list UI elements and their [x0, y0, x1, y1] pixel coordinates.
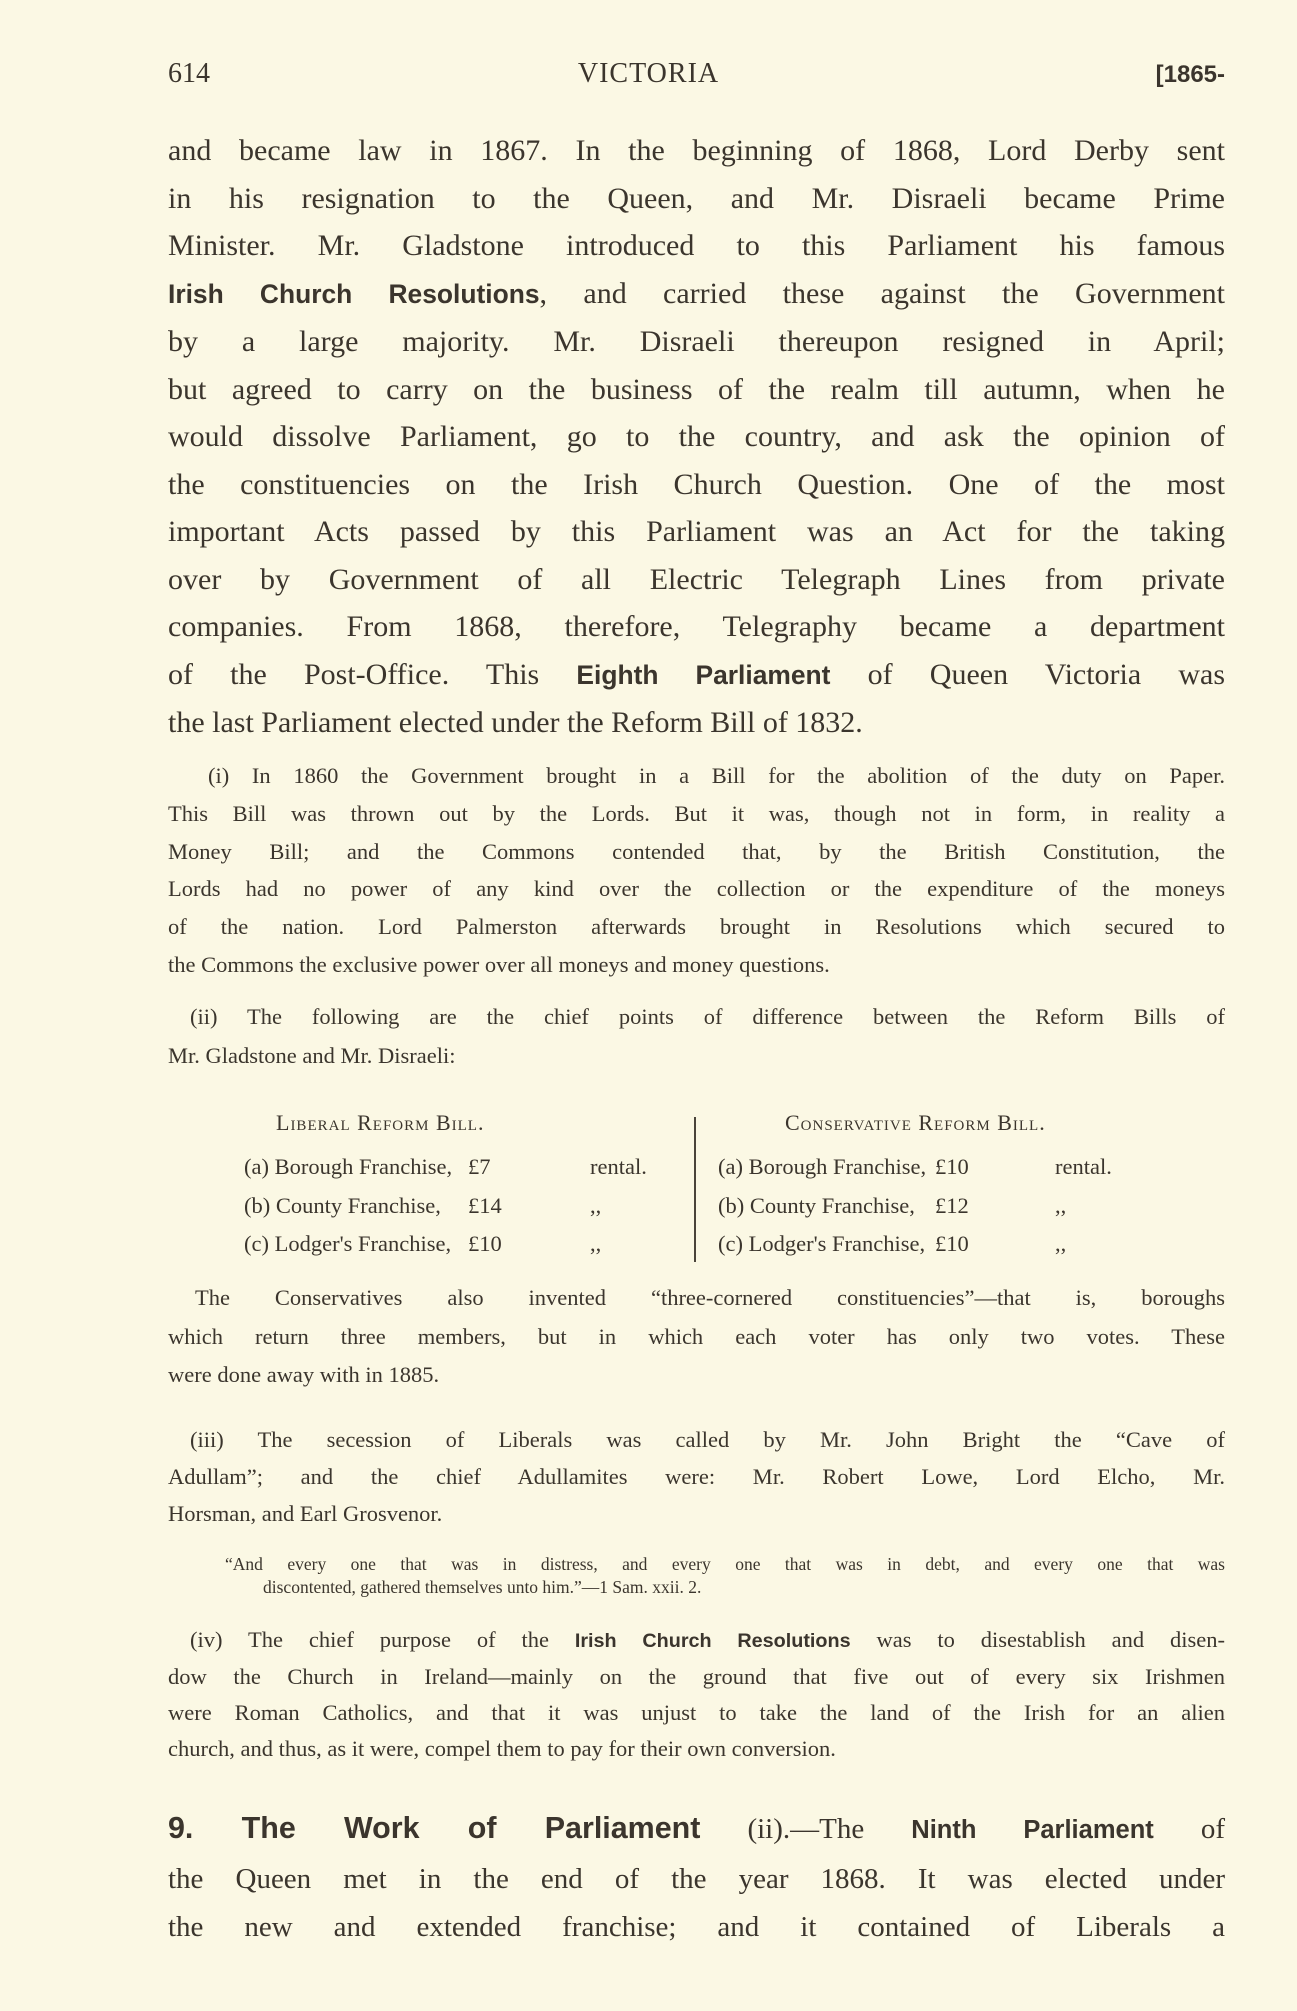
text-run: dow the Church in Ireland—mainly on the ground that five out of every six Irishmen [168, 1664, 1225, 1689]
bold-term: Irish Church Resolutions [574, 1630, 851, 1652]
text-run: companies. From 1868, therefore, Telegraphy became a department [168, 610, 1225, 643]
text-line [168, 651, 1225, 700]
bold-term: Ninth Parliament [911, 1816, 1154, 1844]
text-run: The Conservatives also invented “three-cornered constituencies”—that is, boroughs [195, 1285, 1225, 1310]
text-run: (i) In 1860 the Government brought in a Bill for the abolition of the duty on Paper. [208, 763, 1225, 788]
text-line [168, 1279, 1225, 1318]
text-run: of [1153, 1813, 1226, 1845]
text-run: of the nation. Lord Palmerston afterwards brought in Resolutions which secured to [168, 914, 1225, 940]
text-run: (iii) The secession of Liberals was called by Mr. John Bright the “Cave of [190, 1427, 1225, 1452]
bold-term: Irish Church Resolutions [168, 278, 540, 309]
text-line [168, 1318, 1225, 1357]
text-line [168, 1622, 1225, 1659]
text-run: This Bill was thrown out by the Lords. But it was, though not in form, in reality a [168, 800, 1225, 826]
liberal-row-label: (b) County Franchise, [244, 1193, 441, 1218]
conservative-row-label: (a) Borough Franchise, [718, 1154, 927, 1179]
text-run: was to disestablish and disen- [850, 1627, 1225, 1652]
text-line [225, 1576, 1225, 1599]
bold-term: 9. The Work of Parliament [168, 1811, 701, 1845]
conservative-row-label: (c) Lodger's Franchise, [718, 1231, 926, 1256]
conservative-row-unit: rental. [1055, 1154, 1112, 1179]
text-run: church, and thus, as it were, compel them to pay for their own conversion. [168, 1736, 836, 1761]
liberal-row-unit: ,, [590, 1231, 602, 1256]
conservative-row-amount: £12 [935, 1193, 969, 1218]
text-run: , and carried these against the Government [539, 276, 1225, 310]
text-run: “And every one that was in distress, and every one that was in debt, and every one that was [225, 1554, 1225, 1574]
text-line [168, 1804, 1225, 1855]
text-run: Horsman, and Earl Grosvenor. [168, 1501, 443, 1526]
liberal-row-amount: £14 [468, 1193, 502, 1218]
text-line [168, 699, 1225, 747]
text-line [168, 1731, 1225, 1767]
footnote-i [168, 757, 1225, 984]
running-title: VICTORIA [577, 58, 720, 89]
text-line [168, 461, 1225, 509]
text-run: Adullam”; and the chief Adullamites were: Mr. Robert Lowe, Lord Elcho, Mr. [168, 1464, 1225, 1489]
text-run: would dissolve Parliament, go to the country, and ask the opinion of [168, 420, 1225, 453]
text-line [168, 1695, 1225, 1731]
liberal-row-label: (a) Borough Franchise, [244, 1154, 453, 1179]
conservative-heading: Conservative Reform Bill. [785, 1110, 1046, 1135]
text-run: discontented, gathered themselves unto him.”—1 Sam. xxii. 2. [263, 1577, 702, 1597]
text-run: the constituencies on the Irish Church Question. One of the most [168, 467, 1225, 501]
text-line [168, 833, 1225, 871]
text-line [168, 1458, 1225, 1495]
text-run: over by Government of all Electric Telegraph Lines from private [168, 562, 1225, 596]
running-year: [1865- [1155, 61, 1225, 88]
column-divider [694, 1117, 696, 1262]
text-line [168, 870, 1225, 908]
main-paragraph [168, 127, 1225, 747]
three-cornered-note [168, 1279, 1225, 1395]
text-line [168, 1421, 1225, 1458]
footnote-iv [168, 1622, 1225, 1767]
liberal-heading: Liberal Reform Bill. [276, 1110, 485, 1135]
footnote-iii [168, 1421, 1225, 1532]
text-line [168, 175, 1225, 223]
text-run: the last Parliament elected under the Reform Bill of 1832. [168, 706, 863, 739]
text-run: Lords had no power of any kind over the collection or the expenditure of the moneys [168, 876, 1225, 902]
text-line [168, 795, 1225, 833]
text-line [168, 508, 1225, 556]
liberal-row-unit: rental. [590, 1154, 647, 1179]
section-9 [168, 1804, 1225, 1952]
text-run: Money Bill; and the Commons contended that, by the British Constitution, the [168, 838, 1225, 864]
text-line [168, 318, 1225, 366]
conservative-row-amount: £10 [935, 1154, 969, 1179]
text-line [225, 1553, 1225, 1576]
conservative-row-unit: ,, [1055, 1231, 1067, 1256]
text-line [168, 1495, 1225, 1532]
text-line [168, 1036, 1225, 1075]
text-run: (ii) The following are the chief points of difference between the Reform Bills of [190, 1004, 1225, 1029]
text-run: the new and extended franchise; and it contained of Liberals a [168, 1911, 1225, 1943]
bold-term: Eighth Parliament [576, 659, 831, 690]
text-line [168, 1855, 1225, 1904]
text-run: in his resignation to the Queen, and Mr. Disraeli became Prime [168, 181, 1225, 215]
text-run: were done away with in 1885. [168, 1362, 440, 1387]
text-line [168, 556, 1225, 604]
text-run: by a large majority. Mr. Disraeli thereupon resigned in April; [168, 325, 1225, 358]
text-run: (iv) The chief purpose of the [190, 1627, 575, 1652]
footnote-ii [168, 997, 1225, 1075]
text-run: and became law in 1867. In the beginning of 1868, Lord Derby sent [168, 134, 1225, 167]
text-line [168, 1356, 1225, 1395]
text-line [168, 997, 1225, 1036]
text-run: important Acts passed by this Parliament was an Act for the taking [168, 515, 1225, 548]
text-run: of the Post-Office. This [168, 657, 577, 691]
conservative-row-amount: £10 [935, 1231, 969, 1256]
text-run: were Roman Catholics, and that it was unjust to take the land of the Irish for an alien [168, 1700, 1225, 1725]
text-line [168, 222, 1225, 270]
text-run: Minister. Mr. Gladstone introduced to this Parliament his famous [168, 229, 1225, 262]
text-line [168, 366, 1225, 414]
text-line [168, 908, 1225, 946]
text-line [168, 270, 1225, 319]
text-run: but agreed to carry on the business of the realm till autumn, when he [168, 372, 1225, 406]
conservative-row-label: (b) County Franchise, [718, 1193, 915, 1218]
text-run: (ii).—The [700, 1813, 912, 1845]
liberal-row-amount: £10 [468, 1231, 502, 1256]
liberal-row-amount: £7 [468, 1154, 491, 1179]
text-line [168, 603, 1225, 651]
text-run: the Commons the exclusive power over all moneys and money questions. [168, 951, 830, 977]
liberal-row-label: (c) Lodger's Franchise, [244, 1231, 452, 1256]
text-line [168, 757, 1225, 795]
text-line [168, 127, 1225, 175]
page-number: 614 [168, 58, 210, 89]
text-line [168, 413, 1225, 461]
text-run: of Queen Victoria was [830, 657, 1226, 691]
text-run: the Queen met in the end of the year 1868. It was elected under [168, 1862, 1225, 1895]
text-run: Mr. Gladstone and Mr. Disraeli: [168, 1043, 456, 1068]
text-line [168, 1659, 1225, 1695]
liberal-row-unit: ,, [590, 1193, 602, 1218]
scripture-quote [225, 1553, 1225, 1599]
text-line [168, 946, 1225, 984]
text-run: which return three members, but in which each voter has only two votes. These [168, 1323, 1225, 1349]
conservative-row-unit: ,, [1055, 1193, 1067, 1218]
text-line [168, 1903, 1225, 1952]
